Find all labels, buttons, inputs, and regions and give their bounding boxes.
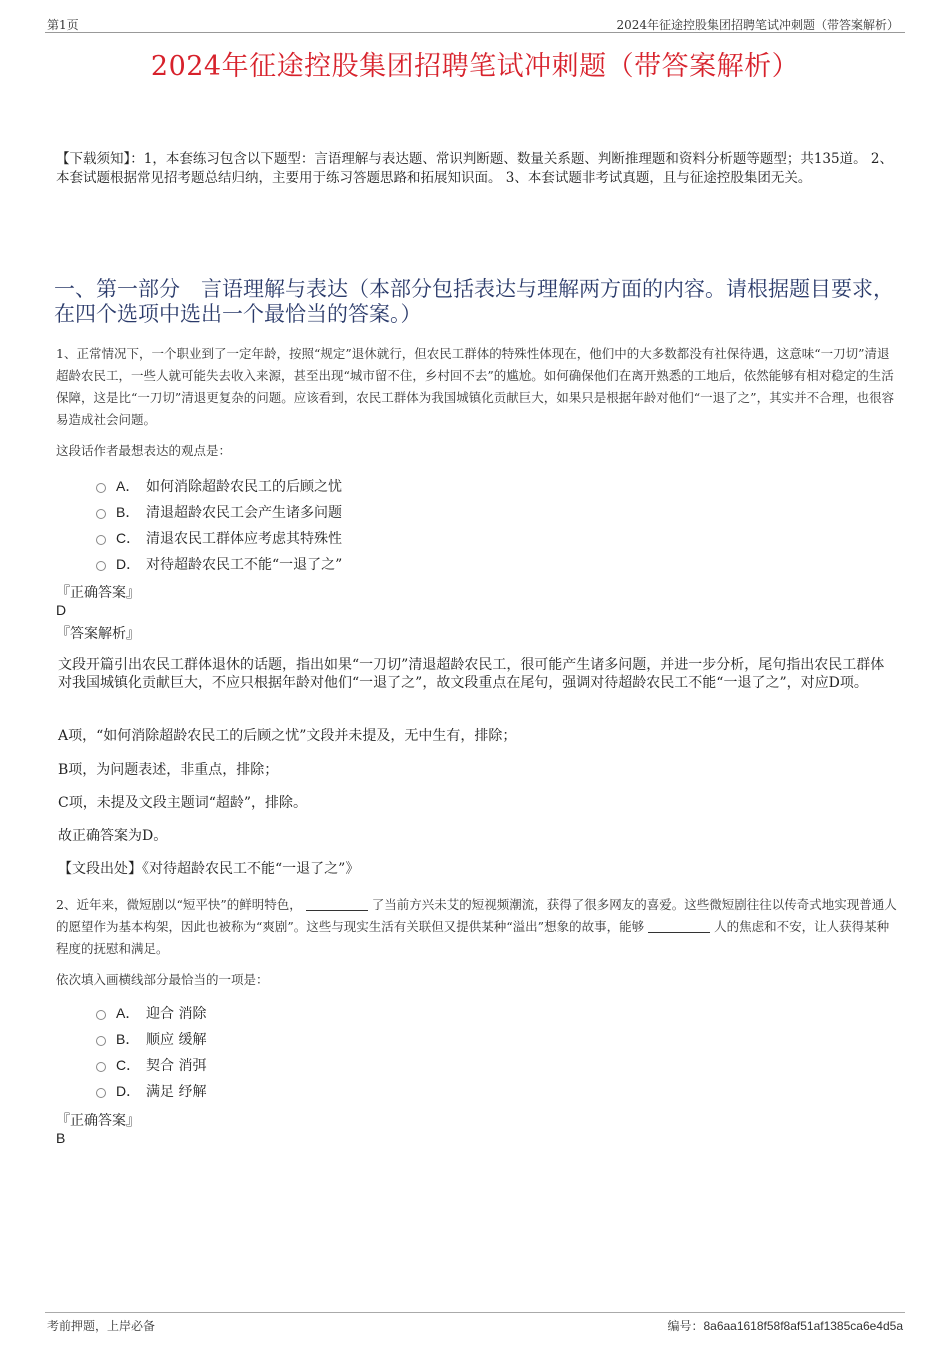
question-1-options [96, 473, 342, 577]
radio-icon[interactable] [96, 1036, 106, 1046]
option-letter: D． [116, 556, 141, 572]
page-footer [45, 1312, 905, 1333]
question-1-analysis-a: A项，“如何消除超龄农民工的后顾之忧”文段并未提及，无中生有，排除； [58, 728, 517, 744]
section-title: 一、第一部分 言语理解与表达（本部分包括表达与理解两方面的内容。请根据题目要求，在四个选项中选出一个最恰当的答案。） [54, 277, 894, 326]
question-2-option-c[interactable] [96, 1052, 206, 1078]
radio-icon[interactable] [96, 1062, 106, 1072]
option-text: 顺应 缓解 [146, 1032, 207, 1048]
question-1-option-a[interactable] [96, 473, 342, 499]
option-text: 契合 消弭 [146, 1058, 207, 1074]
page-header [45, 14, 905, 33]
question-2-prompt: 依次填入画横线部分最恰当的一项是： [56, 972, 269, 987]
option-text: 清退农民工群体应考虑其特殊性 [146, 531, 342, 547]
radio-icon[interactable] [96, 509, 106, 519]
question-1-option-b[interactable] [96, 499, 342, 525]
radio-icon[interactable] [96, 535, 106, 545]
radio-icon[interactable] [96, 1088, 106, 1098]
question-2-text-part-3: 人的焦虑和不安，让人获得某种程度的抚慰和满足。 [56, 919, 890, 956]
question-1-answer: D [56, 602, 67, 618]
option-letter: D． [116, 1083, 141, 1099]
radio-icon[interactable] [96, 483, 106, 493]
question-2-option-d[interactable] [96, 1078, 206, 1104]
question-2-option-a[interactable] [96, 1000, 206, 1026]
radio-icon[interactable] [96, 561, 106, 571]
option-text: 清退超龄农民工会产生诸多问题 [146, 505, 342, 521]
question-1-analysis-label: 『答案解析』 [56, 626, 140, 642]
option-text: 满足 纾解 [146, 1084, 207, 1100]
radio-icon[interactable] [96, 1010, 106, 1020]
option-text: 迎合 消除 [146, 1006, 207, 1022]
question-2-options [96, 1000, 206, 1104]
question-2-option-b[interactable] [96, 1026, 206, 1052]
document-title: 2024年征途控股集团招聘笔试冲刺题（带答案解析） [150, 51, 800, 82]
fill-blank-2 [648, 920, 710, 933]
option-letter: B． [116, 504, 140, 520]
question-1-option-c[interactable] [96, 525, 342, 551]
question-2-answer: B [56, 1130, 66, 1146]
question-1-option-d[interactable] [96, 551, 342, 577]
question-2-answer-label: 『正确答案』 [56, 1113, 140, 1129]
option-letter: B． [116, 1031, 140, 1047]
header-doc-title: 2024年征途控股集团招聘笔试冲刺题（带答案解析） [616, 18, 899, 32]
question-1-analysis-conclusion: 故正确答案为D。 [58, 828, 168, 844]
question-2-text [56, 894, 901, 960]
question-2-text-part-2: 了当前方兴未艾的短视频潮流，获得了很多网友的喜爱。这些微短剧往往以传奇式地实现普通人的愿望作为基本构架，因此也被称为“爽剧”。这些与现实生活有关联但又提供某种“溢出”想象的故事，能够 [56, 897, 897, 934]
question-2-text-part-1: 2、近年来，微短剧以“短平快”的鲜明特色， [56, 897, 302, 912]
question-1-text: 1、正常情况下，一个职业到了一定年龄，按照“规定”退休就行，但农民工群体的特殊性体现在，他们中的大多数都没有社保待遇，这意味“一刀切”清退超龄农民工，一些人就可能失去收入来源，甚至出现“城市留不住，乡村回不去”的尴尬。如何确保他们在离开熟悉的工地后，依然能够有相对稳定的生活保障，这是比“一刀切”清退更复杂的问题。应该看到，农民工群体为我国城镇化贡献巨大，如果只是根据年龄对他们“一退了之”，其实并不合理，也很容易造成社会问题。 [56, 346, 895, 427]
footer-slogan: 考前押题，上岸必备 [47, 1319, 156, 1333]
question-1-prompt: 这段话作者最想表达的观点是： [56, 443, 232, 458]
option-letter: A． [116, 1005, 140, 1021]
question-1-analysis-c: C项，未提及文段主题词“超龄”，排除。 [58, 795, 308, 811]
question-1-answer-label: 『正确答案』 [56, 585, 140, 601]
option-text: 如何消除超龄农民工的后顾之忧 [146, 479, 342, 495]
question-1-analysis-b: B项，为问题表述，非重点，排除； [58, 762, 279, 778]
fill-blank-1 [306, 898, 368, 911]
question-1-source: 【文段出处】《对待超龄农民工不能“一退了之”》 [58, 861, 360, 877]
question-1-analysis-summary: 文段开篇引出农民工群体退休的话题，指出如果“一刀切”清退超龄农民工，很可能产生诸多问题，并进一步分析，尾句指出农民工群体对我国城镇化贡献巨大，不应只根据年龄对他们“一退了之”，故文段重点在尾句，强调对待超龄农民工不能“一退了之”，对应D项。 [58, 657, 885, 691]
footer-serial: 编号：8a6aa1618f58f8af51af1385ca6e4d5a [667, 1319, 903, 1333]
option-letter: C． [116, 530, 141, 546]
option-letter: C． [116, 1057, 141, 1073]
option-text: 对待超龄农民工不能“一退了之” [146, 557, 343, 573]
page-number: 第1页 [47, 18, 79, 32]
option-letter: A． [116, 478, 140, 494]
download-notice: 【下载须知】：1，本套练习包含以下题型：言语理解与表达题、常识判断题、数量关系题、判断推理题和资料分析题等题型；共135道。 2、本套试题根据常见招考题总结归纳，主要用于练习答题思路和拓展知识面。 3、本套试题非考试真题，且与征途控股集团无关。 [56, 151, 893, 186]
